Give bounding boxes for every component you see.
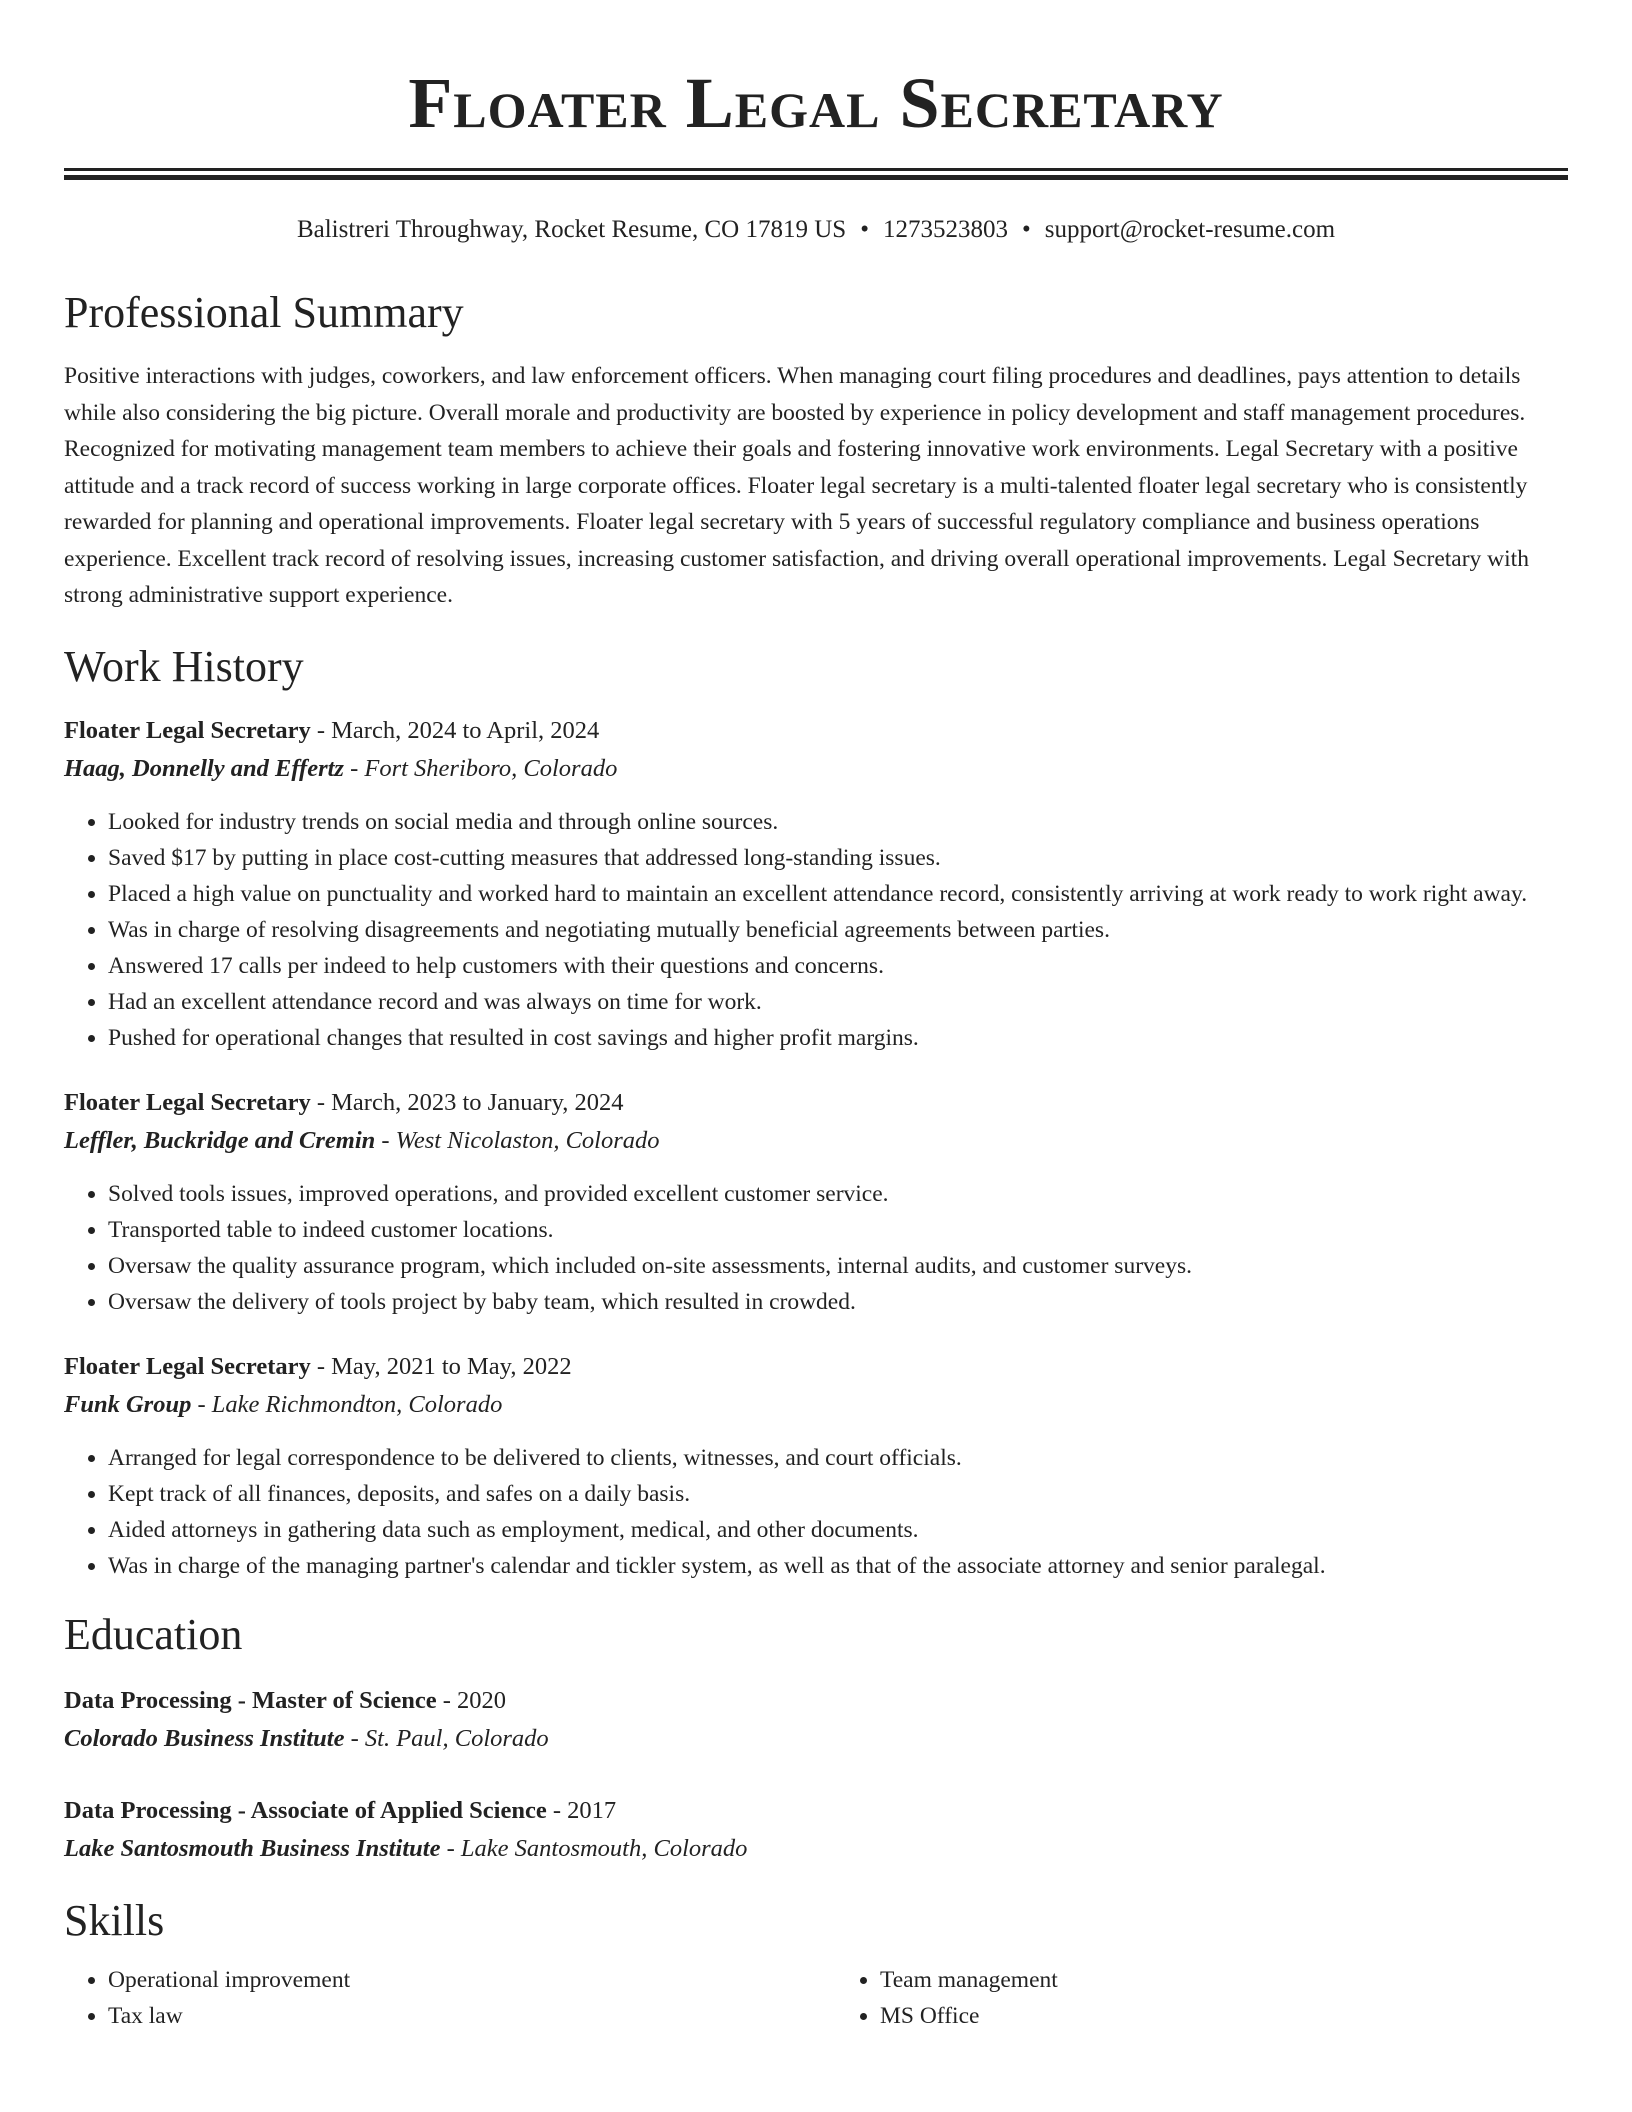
resume-title: Floater Legal Secretary [408, 63, 1224, 143]
contact-phone: 1273523803 [882, 216, 1008, 243]
job-location: - Fort Sheriboro, Colorado [343, 754, 618, 782]
education-school-line [64, 1720, 1568, 1758]
job-title-line [64, 1084, 1568, 1122]
job-org-line [64, 1386, 1568, 1424]
job-org-line [64, 750, 1568, 788]
job-entry [64, 1348, 1568, 1584]
contact-address: Balistreri Throughway, Rocket Resume, CO 17819 US [296, 216, 847, 243]
job-bullets [64, 804, 1568, 1056]
job-bullets [64, 1440, 1568, 1584]
job-bullet: • Arranged for legal correspondence to be delivered to clients, witnesses, and court officials. [108, 1440, 1568, 1476]
education-school: Colorado Business Institute [64, 1724, 345, 1752]
job-title-line [64, 1348, 1568, 1386]
education-school-line [64, 1830, 1568, 1868]
job-bullet: • Answered 17 calls per indeed to help customers with their questions and concerns. [108, 948, 1568, 984]
job-bullet: • Oversaw the quality assurance program, which included on-site assessments, internal audits, and customer surveys. [108, 1248, 1568, 1284]
education-location: - Lake Santosmouth, Colorado [440, 1834, 748, 1862]
contact-email: support@rocket-resume.com [1044, 216, 1336, 243]
job-dates: - March, 2024 to April, 2024 [310, 716, 600, 744]
skill-item: • Operational improvement [108, 1962, 796, 1998]
skills-column-right [836, 1962, 1568, 2034]
job-dates: - March, 2023 to January, 2024 [310, 1088, 624, 1116]
job-org-line [64, 1122, 1568, 1160]
education-degree: Data Processing - Associate of Applied Science [64, 1796, 547, 1824]
education-year: - 2020 [436, 1686, 507, 1714]
skill-item: • Team management [880, 1962, 1568, 1998]
job-location: - West Nicolaston, Colorado [375, 1126, 660, 1154]
skills-heading: Skills [64, 1895, 165, 1945]
education-degree-line [64, 1682, 1568, 1720]
skills-list [64, 1962, 1568, 2034]
job-title-line [64, 712, 1568, 750]
education-heading: Education [64, 1609, 243, 1659]
job-bullet: • Looked for industry trends on social media and through online sources. [108, 804, 1568, 840]
job-company: Funk Group [64, 1390, 192, 1418]
education-school: Lake Santosmouth Business Institute [64, 1834, 441, 1862]
job-bullet: • Was in charge of the managing partner's calendar and tickler system, as well as that of the associate attorney and senior paralegal. [108, 1548, 1568, 1584]
job-bullets [64, 1176, 1568, 1320]
education-entry [64, 1682, 1568, 1758]
education-entry [64, 1792, 1568, 1868]
job-location: - Lake Richmondton, Colorado [191, 1390, 503, 1418]
job-bullet: • Was in charge of resolving disagreements and negotiating mutually beneficial agreements between parties. [108, 912, 1568, 948]
contact-separator: • [1021, 216, 1031, 243]
job-bullet: • Solved tools issues, improved operations, and provided excellent customer service. [108, 1176, 1568, 1212]
skill-item: • MS Office [880, 1998, 1568, 2034]
title-double-rule [64, 168, 1568, 180]
education-year: - 2017 [546, 1796, 617, 1824]
job-role: Floater Legal Secretary [64, 1352, 311, 1380]
job-bullet: • Transported table to indeed customer locations. [108, 1212, 1568, 1248]
skill-item: • Tax law [108, 1998, 796, 2034]
contact-separator: • [860, 216, 869, 243]
job-bullet: • Placed a high value on punctuality and worked hard to maintain an excellent attendance record, consistently arriving at work ready to work right away. [108, 876, 1568, 912]
job-bullet: • Had an excellent attendance record and was always on time for work. [108, 984, 1568, 1020]
education-location: - St. Paul, Colorado [344, 1724, 549, 1752]
job-role: Floater Legal Secretary [64, 1088, 311, 1116]
job-entry [64, 1084, 1568, 1320]
job-role: Floater Legal Secretary [64, 716, 311, 744]
job-bullet: • Oversaw the delivery of tools project by baby team, which resulted in crowded. [108, 1284, 1568, 1320]
job-dates: - May, 2021 to May, 2022 [310, 1352, 572, 1380]
contact-line [64, 214, 1568, 246]
summary-heading: Professional Summary [64, 288, 464, 337]
job-bullet: • Aided attorneys in gathering data such as employment, medical, and other documents. [108, 1512, 1568, 1548]
skills-column-left [64, 1962, 796, 2034]
job-bullet: • Kept track of all finances, deposits, and safes on a daily basis. [108, 1476, 1568, 1512]
job-company: Leffler, Buckridge and Cremin [64, 1126, 376, 1154]
education-degree-line [64, 1792, 1568, 1830]
job-bullet: • Saved $17 by putting in place cost-cutting measures that addressed long-standing issues. [108, 840, 1568, 876]
education-degree: Data Processing - Master of Science [64, 1686, 437, 1714]
work-history-heading: Work History [64, 641, 304, 691]
job-entry [64, 712, 1568, 1056]
job-bullet: • Pushed for operational changes that resulted in cost savings and higher profit margins. [108, 1020, 1568, 1056]
summary-text: Positive interactions with judges, coworkers, and law enforcement officers. When managing court filing procedures and deadlines, pays attention to details while also considering the big picture. Overall morale and productivity are boosted by experience in policy development and staff management procedures. Recognized for motivating management team members to achieve their goals and fostering innovative work environments. Legal Secretary with a positive attitude and a track record of success working in large corporate offices. Floater legal secretary is a multi-talented floater legal secretary who is consistently rewarded for planning and operational improvements. Floater legal secretary with 5 years of successful regulatory compliance and business operations experience. Excellent track record of resolving issues, increasing customer satisfaction, and driving overall operational improvements. Legal Secretary with strong administrative support experience. [64, 363, 1529, 608]
job-company: Haag, Donnelly and Effertz [64, 754, 344, 782]
